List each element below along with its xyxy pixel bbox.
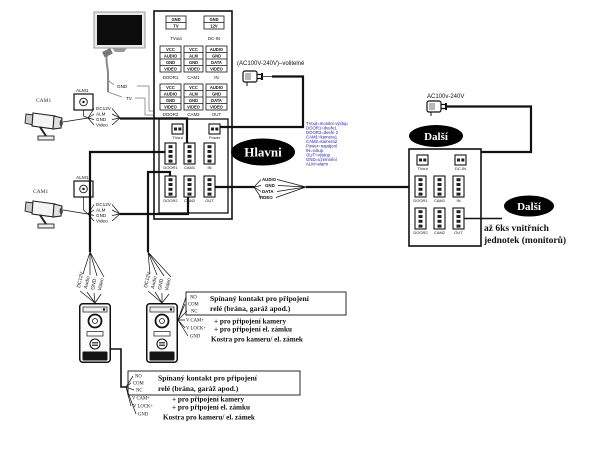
relay-note-cam: + pro připojení kamery — [172, 395, 245, 404]
bus-audio-label: AUDIO — [262, 177, 277, 182]
pin: VCC — [166, 85, 175, 90]
pin: ALM — [189, 91, 198, 97]
connector-out-2 — [453, 208, 464, 229]
legend-item: DOOR1=dveře1 — [306, 125, 337, 131]
connector-door1-2 — [415, 176, 426, 197]
terminal-com: COM — [188, 302, 199, 308]
tv-gnd-wire-label: GND — [117, 84, 128, 89]
terminal-gnd: GND — [138, 412, 149, 418]
pin: VIDEO — [164, 66, 177, 72]
legend-item: IN=vstup — [306, 148, 324, 153]
pin: ALM — [189, 53, 198, 59]
pin: VIDEO — [187, 66, 200, 72]
pin: VIDEO — [187, 104, 200, 110]
connector-in-label: IN — [207, 165, 212, 170]
legend-item: ALM=alarm — [306, 161, 329, 167]
relay-note-b — [126, 371, 300, 422]
connector-power — [209, 124, 220, 134]
camera-2-label: CAM1 — [33, 189, 49, 195]
connector-door1-label: DOOR1 — [163, 165, 178, 170]
connector-out-label: OUT — [205, 198, 214, 203]
door1-wire-gnd: GND — [90, 278, 99, 291]
legend-item: CAM2=kamera2 — [306, 139, 338, 144]
alarm-2-label: ALM1 — [76, 176, 89, 181]
pin: GND — [209, 17, 219, 22]
terminal-dcin-label: DC-IN — [207, 36, 221, 41]
connector-tvout-2 — [417, 155, 428, 165]
door1-wire-audio: Audio — [83, 275, 92, 290]
relay-note-kostra: Kostra pro kameru/ el. zámek — [163, 413, 255, 422]
terminal-out-label: OUT — [211, 112, 222, 117]
tv-tv-wire-label: TV — [126, 96, 132, 101]
pin: GND — [171, 17, 181, 22]
pin: VIDEO — [210, 104, 223, 110]
pin: VCC — [166, 47, 175, 52]
badge-main — [231, 139, 295, 166]
cam2-wire-dc12v: DC12V — [96, 202, 111, 207]
connector-cam2 — [184, 176, 195, 197]
door1-wire-dc12v: DC12V — [76, 271, 86, 289]
terminal-door2-label: DOOR2 — [162, 112, 179, 117]
cam1-wire-dc12v: DC12V — [96, 106, 111, 111]
cam2-wire-gnd: GND — [96, 213, 107, 218]
connector-cam2-2 — [434, 208, 445, 229]
relay-note-lock: + pro připojení el. zámku — [214, 325, 293, 334]
terminal-vlock: V LOCK+ — [186, 326, 206, 332]
terminal-vcam: V CAM+ — [186, 318, 204, 324]
pin: GND — [211, 91, 222, 97]
connector-dcin-2 — [455, 155, 466, 165]
pin: DATA — [211, 60, 222, 65]
pin: GND — [165, 98, 176, 103]
relay-note-lock: + pro připojení el. zámku — [172, 403, 251, 412]
connector-in — [204, 143, 215, 164]
terminal-vcam: V CAM+ — [132, 396, 150, 402]
door2-wire-dc12v: DC12V — [143, 271, 153, 289]
pin: 12V — [210, 23, 218, 29]
connector-in-2-label: IN — [456, 198, 461, 203]
camera-1-label: CAM1 — [36, 98, 52, 104]
camera-1 — [25, 88, 120, 140]
connector-door2 — [165, 176, 176, 197]
badge-next-label: Další — [424, 131, 448, 143]
connector-cam1 — [184, 143, 195, 164]
door2-wire-video: Video — [164, 277, 173, 292]
cctv-camera-icon — [25, 201, 63, 228]
connector-tvout — [172, 124, 183, 134]
pin: GND — [165, 60, 176, 65]
door2-wire-gnd: GND — [157, 278, 166, 291]
terminal-com: COM — [133, 381, 144, 387]
connector-door1 — [165, 143, 176, 164]
connector-cam1-2 — [434, 176, 445, 197]
relay-note-kostra: Kostra pro kameru/ el. zámek — [211, 335, 303, 344]
door-station-1 — [76, 252, 126, 387]
power-plug-icon — [427, 101, 447, 116]
connector-cam2-2-label: CAM2 — [433, 230, 446, 235]
connector-door2-label: DOOR2 — [163, 198, 178, 203]
relay-note-a — [186, 292, 346, 344]
pin: VCC — [189, 85, 198, 90]
expansion-line1: až 6ks vnitřních — [484, 224, 549, 234]
cam1-wire-gnd: GND — [96, 117, 107, 122]
expansion-line2: jednotek (monitorů) — [484, 236, 567, 246]
pin: AUDIO — [163, 53, 178, 59]
power2-label: AC100v-240V — [427, 94, 465, 100]
power-plug-icon — [243, 71, 263, 86]
alarm-1-label: ALM1 — [76, 89, 89, 94]
relay-note-line1: Spínaný kontakt pro připojení — [210, 294, 309, 303]
pin: AUDIO — [163, 91, 178, 97]
pin: AUDIO — [209, 47, 224, 52]
badge-next2-label: Další — [517, 201, 541, 213]
pin: GND — [188, 60, 199, 65]
relay-note-cam: + pro připojení kamery — [214, 317, 287, 326]
cam1-wire-alm: ALM — [96, 111, 106, 117]
terminal-cam1-label: CAM1 — [187, 75, 200, 80]
cam1-wire-video: Video — [96, 122, 108, 128]
cam2-wire-video: Video — [96, 218, 108, 224]
relay-note-line2: relé (brána, garáž apod.) — [210, 304, 291, 313]
power1-label: (AC100V-240V)–volitelné — [237, 61, 305, 67]
door2-wire-audio: Audio — [150, 275, 159, 290]
bus-out — [215, 177, 433, 200]
terminal-tvout-label: TVout — [170, 36, 182, 41]
connector-door2-2 — [415, 208, 426, 229]
legend-item: CAM1=kamera1 — [306, 134, 338, 140]
terminal-door1-label: DOOR1 — [162, 75, 179, 80]
connector-cam2-label: CAM2 — [183, 198, 196, 203]
connector-dcin-2-label: DC-IN — [454, 166, 467, 171]
terminal-cam2-label: CAM2 — [187, 112, 200, 117]
relay-note-line1: Spínaný kontakt pro připojení — [158, 373, 257, 383]
connector-tvout-2-label: TVout — [417, 166, 428, 171]
pin: VIDEO — [210, 66, 223, 72]
pin: DATA — [211, 98, 222, 103]
terminal-nc: NC — [191, 309, 198, 315]
connector-tvout-label: TVout — [172, 135, 183, 140]
legend-item: GND=uzemnění — [306, 157, 337, 162]
relay-note-line2: relé (brána, garáž apod.) — [158, 384, 239, 393]
connector-cam1-2-label: CAM1 — [433, 198, 446, 203]
door1-wire-video: Video — [97, 277, 106, 292]
cam2-wire-alm: ALM — [96, 207, 106, 213]
badge-main-label: Hlavni — [244, 144, 282, 160]
legend-item: Power=napájení — [306, 143, 338, 149]
connector-door1-2-label: DOOR1 — [413, 198, 428, 203]
cctv-camera-icon — [25, 113, 63, 140]
connector-cam1-label: CAM1 — [183, 165, 196, 170]
pin: TV — [173, 23, 179, 29]
bus-video-label: VIDEO — [259, 195, 273, 200]
connector-power-label: Power — [208, 135, 221, 140]
legend-item: DOOR2=dveře 2 — [306, 130, 339, 135]
terminal-no: NO — [190, 295, 197, 301]
pin: GND — [211, 53, 222, 59]
pin: GND — [188, 98, 199, 103]
door-station-icon — [80, 304, 111, 363]
legend-item: TVout=monitor výstup — [306, 121, 348, 126]
terminal-in-label: IN — [214, 75, 219, 80]
terminal-vlock: V LOCK+ — [133, 404, 153, 410]
door-station-2 — [143, 252, 188, 362]
terminal-no: NO — [135, 374, 142, 380]
bus-gnd-label: GND — [265, 183, 275, 188]
terminal-nc: NC — [136, 388, 143, 394]
pin: AUDIO — [209, 85, 224, 90]
camera-2 — [25, 175, 120, 228]
bus-data-label: DATA — [262, 189, 274, 194]
connector-door2-2-label: DOOR2 — [413, 230, 428, 235]
legend-item: OUT=výstup — [306, 152, 330, 158]
legend — [306, 121, 348, 167]
door-station-icon — [147, 304, 178, 363]
connector-out — [204, 176, 215, 197]
terminal-gnd: GND — [190, 334, 201, 340]
connector-in-2 — [453, 176, 464, 197]
pin: VIDEO — [164, 104, 177, 110]
connector-out-2-label: OUT — [454, 230, 463, 235]
pin: VCC — [189, 47, 198, 52]
